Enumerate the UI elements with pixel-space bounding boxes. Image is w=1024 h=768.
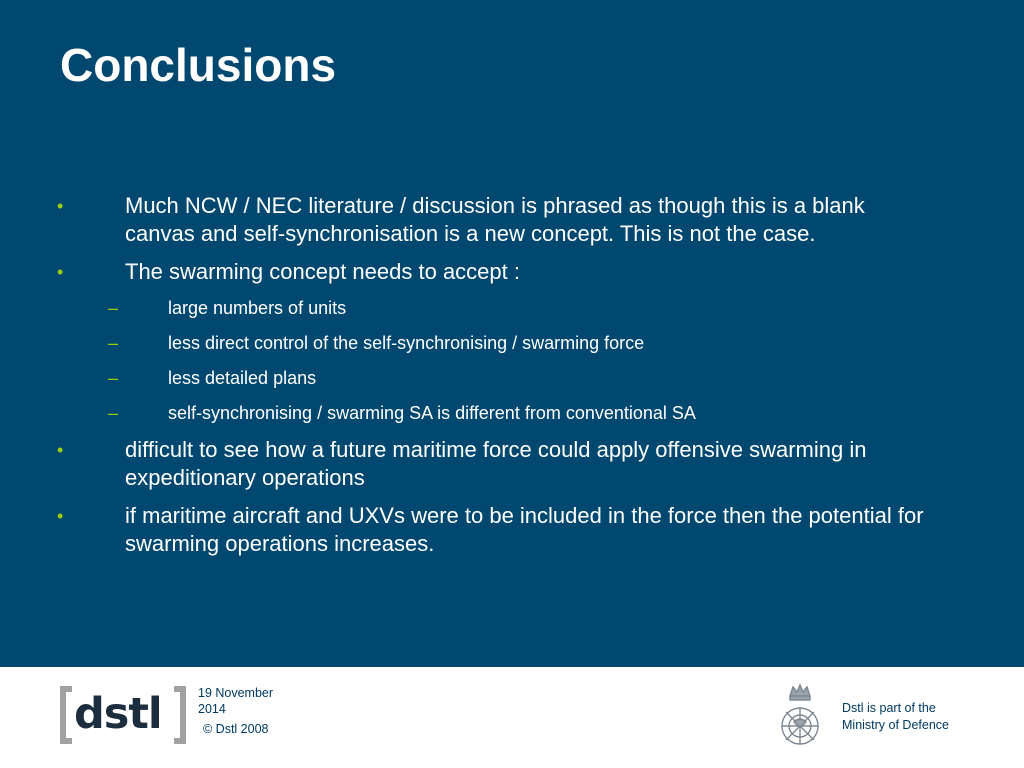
dash-icon: – <box>108 368 119 388</box>
footer <box>0 667 1024 768</box>
mod-statement <box>842 700 949 734</box>
mod-crest-icon <box>776 682 824 752</box>
logo-bracket-right-icon <box>174 686 186 744</box>
bullet-item <box>0 436 1024 492</box>
bullet-item <box>0 502 1024 558</box>
sub-bullet-item <box>0 366 1024 391</box>
sub-bullet-text: less detailed plans <box>168 368 317 388</box>
dash-icon: – <box>108 333 119 353</box>
mod-line-2: Ministry of Defence <box>842 718 949 732</box>
bullet-text: Much NCW / NEC literature / discussion is phrased as though this is a blank canvas and self-synchronisation is a new concept. This is not the case. <box>125 193 865 246</box>
dash-icon: – <box>108 403 119 423</box>
mod-line-1: Dstl is part of the <box>842 701 936 715</box>
logo-word: dstl <box>74 689 162 739</box>
bullet-icon: • <box>57 440 64 460</box>
sub-bullet-item <box>0 401 1024 426</box>
bullet-icon: • <box>57 262 64 282</box>
bullet-text: if maritime aircraft and UXVs were to be included in the force then the potential for swarming operations increases. <box>125 503 924 556</box>
bullet-item <box>0 258 1024 286</box>
bullet-icon: • <box>57 506 64 526</box>
footer-copyright: © Dstl 2008 <box>203 722 269 736</box>
sub-bullet-item <box>0 331 1024 356</box>
dstl-logo <box>60 686 186 746</box>
bullet-item <box>0 192 1024 248</box>
bullet-text: The swarming concept needs to accept : <box>125 259 520 284</box>
bullet-icon: • <box>57 196 64 216</box>
logo-bracket-left-icon <box>60 686 72 744</box>
sub-bullet-text: less direct control of the self-synchronising / swarming force <box>168 333 645 353</box>
slide-title: Conclusions <box>60 39 337 91</box>
sub-bullet-item <box>0 296 1024 321</box>
dash-icon: – <box>108 298 119 318</box>
sub-bullet-text: self-synchronising / swarming SA is different from conventional SA <box>168 403 696 423</box>
slide-content <box>0 192 1024 568</box>
bullet-text: difficult to see how a future maritime force could apply offensive swarming in expeditionary operations <box>125 437 867 490</box>
footer-date: 19 November 2014 <box>198 686 274 716</box>
sub-bullet-text: large numbers of units <box>168 298 347 318</box>
